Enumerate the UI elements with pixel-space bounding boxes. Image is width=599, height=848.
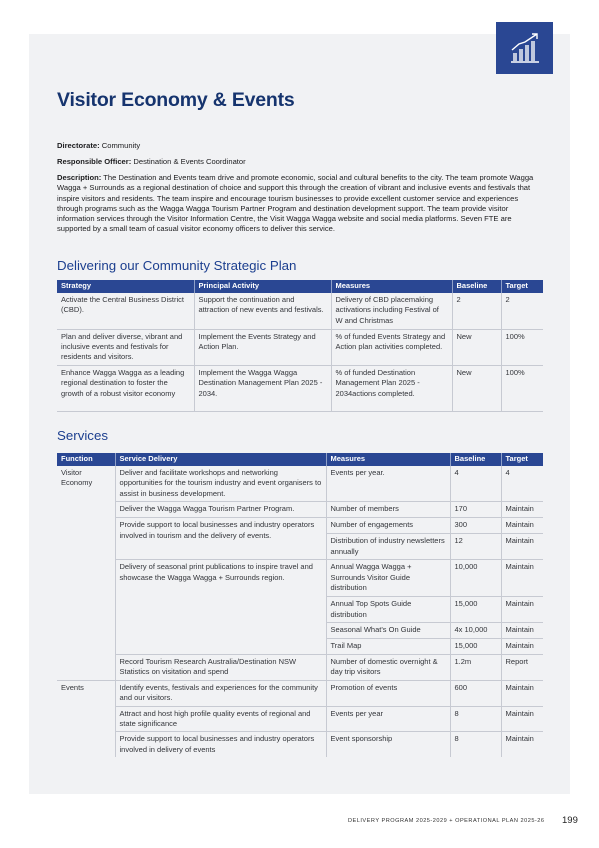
services-heading: Services (57, 428, 108, 443)
cell-target: Maintain (501, 518, 543, 534)
table-row (57, 655, 543, 681)
officer-label: Responsible Officer: (57, 157, 132, 166)
section-badge (496, 22, 553, 74)
services-header-row (57, 453, 543, 466)
cell-target: Report (501, 655, 543, 681)
cell-function: Events (57, 680, 115, 757)
page-title: Visitor Economy & Events (57, 89, 295, 111)
directorate-line (57, 141, 542, 151)
cell-target: 100% (501, 365, 543, 411)
cell-target: Maintain (501, 680, 543, 706)
cell-measure: Delivery of CBD placemaking activations including Festival of W and Christmas (331, 293, 452, 329)
cell-baseline: 10,000 (450, 560, 501, 597)
cell-service-delivery: Deliver the Wagga Wagga Tourism Partner Program. (115, 502, 326, 518)
csp-header-row (57, 280, 543, 293)
cell-measure: Promotion of events (326, 680, 450, 706)
description-paragraph (57, 173, 542, 235)
cell-baseline: 15,000 (450, 597, 501, 623)
directorate-value: Community (99, 141, 141, 150)
cell-function: Visitor Economy (57, 466, 115, 680)
header-principal-activity: Principal Activity (194, 280, 331, 293)
cell-measure: Annual Wagga Wagga + Surrounds Visitor Guide distribution (326, 560, 450, 597)
footer-text: DELIVERY PROGRAM 2025-2029 + OPERATIONAL PLAN 2025-26 (348, 818, 545, 824)
cell-baseline: 4x 10,000 (450, 623, 501, 639)
cell-activity: Implement the Events Strategy and Action Plan. (194, 329, 331, 365)
cell-service-delivery: Provide support to local businesses and industry operators involved in delivery of events (115, 732, 326, 757)
cell-measure: Number of domestic overnight & day trip visitors (326, 655, 450, 681)
officer-line (57, 157, 542, 167)
services-table (57, 453, 543, 757)
cell-strategy: Enhance Wagga Wagga as a leading regional destination to foster the growth of a robust visitor economy (57, 365, 194, 411)
header-strategy: Strategy (57, 280, 194, 293)
cell-target: Maintain (501, 534, 543, 560)
cell-baseline: 2 (452, 293, 501, 329)
table-row (57, 560, 543, 597)
cell-target: Maintain (501, 502, 543, 518)
cell-baseline: New (452, 329, 501, 365)
table-row (57, 732, 543, 757)
cell-measure: Trail Map (326, 639, 450, 655)
directorate-label: Directorate: (57, 141, 100, 150)
officer-value: Destination & Events Coordinator (131, 157, 246, 166)
csp-heading: Delivering our Community Strategic Plan (57, 258, 297, 273)
cell-measure: Number of members (326, 502, 450, 518)
table-row (57, 518, 543, 534)
cell-target: 4 (501, 466, 543, 502)
cell-baseline: 15,000 (450, 639, 501, 655)
cell-target: Maintain (501, 560, 543, 597)
cell-baseline: 600 (450, 680, 501, 706)
description-value: The Destination and Events team drive and promote economic, social and cultural benefits to the city. The team promote Wagga Wagga + Surrounds as a regional destination of choice and support this through the creation of vibrant and inclusive events and festivals that inspire visitors and residents. The team inspire and encourage tourism businesses to provide excellent customer service and experiences through programs such as the Wagga Wagga Tourism Partner Program and destination development support. The team provide visitor information services through the Visitor Information Centre, the Visit Wagga Wagga website and social media platforms. Seven FTE are supported by a small team of casual visitor economy officers to deliver this service. (57, 173, 534, 234)
cell-strategy: Plan and deliver diverse, vibrant and inclusive events and festivals for residents and visitors. (57, 329, 194, 365)
table-row (57, 329, 543, 365)
cell-baseline: 12 (450, 534, 501, 560)
cell-target: Maintain (501, 639, 543, 655)
header-service-delivery: Service Delivery (115, 453, 326, 466)
cell-target: Maintain (501, 623, 543, 639)
cell-target: Maintain (501, 706, 543, 732)
cell-baseline: 8 (450, 732, 501, 757)
header-function: Function (57, 453, 115, 466)
cell-activity: Support the continuation and attraction of new events and festivals. (194, 293, 331, 329)
table-row (57, 502, 543, 518)
cell-service-delivery: Deliver and facilitate workshops and networking opportunities for the tourism industry and event organisers to assist in business development. (115, 466, 326, 502)
cell-service-delivery: Attract and host high profile quality events of regional and state significance (115, 706, 326, 732)
header-target: Target (501, 280, 543, 293)
cell-baseline: 1.2m (450, 655, 501, 681)
cell-measure: Events per year. (326, 466, 450, 502)
page-number: 199 (562, 815, 578, 826)
table-row (57, 365, 543, 411)
header-measures: Measures (326, 453, 450, 466)
cell-measure: % of funded Destination Management Plan 2025 - 2034actions completed. (331, 365, 452, 411)
cell-activity: Implement the Wagga Wagga Destination Management Plan 2025 - 2034. (194, 365, 331, 411)
table-row (57, 293, 543, 329)
cell-baseline: 170 (450, 502, 501, 518)
cell-service-delivery: Delivery of seasonal print publications to inspire travel and showcase the Wagga Wagga + Surrounds region. (115, 560, 326, 655)
cell-target: Maintain (505, 734, 534, 744)
cell-measure: Seasonal What's On Guide (326, 623, 450, 639)
cell-baseline: New (452, 365, 501, 411)
cell-service-delivery: Record Tourism Research Australia/Destination NSW Statistics on visitation and spend (115, 655, 326, 681)
cell-baseline: 300 (450, 518, 501, 534)
cell-baseline: 4 (450, 466, 501, 502)
table-row (57, 680, 543, 706)
csp-table (57, 280, 543, 412)
cell-target: Maintain (501, 597, 543, 623)
table-row (57, 706, 543, 732)
header-target: Target (501, 453, 543, 466)
table-row (57, 466, 543, 502)
cell-baseline: 8 (450, 706, 501, 732)
cell-target: 100% (501, 329, 543, 365)
cell-measure: Distribution of industry newsletters annually (326, 534, 450, 560)
header-baseline: Baseline (452, 280, 501, 293)
cell-measure: % of funded Events Strategy and Action plan activities completed. (331, 329, 452, 365)
bar-chart-growth-icon (507, 31, 543, 65)
cell-service-delivery: Provide support to local businesses and industry operators involved in tourism and the delivery of events. (115, 518, 326, 560)
cell-measure: Annual Top Spots Guide distribution (326, 597, 450, 623)
header-baseline: Baseline (450, 453, 501, 466)
cell-strategy: Activate the Central Business District (CBD). (57, 293, 194, 329)
cell-measure: Events per year (326, 706, 450, 732)
cell-measure: Number of engagements (326, 518, 450, 534)
cell-target: 2 (501, 293, 543, 329)
header-measures: Measures (331, 280, 452, 293)
cell-measure: Event sponsorship (326, 732, 450, 757)
description-label: Description: (57, 173, 102, 182)
cell-service-delivery: Identify events, festivals and experiences for the community and our visitors. (115, 680, 326, 706)
